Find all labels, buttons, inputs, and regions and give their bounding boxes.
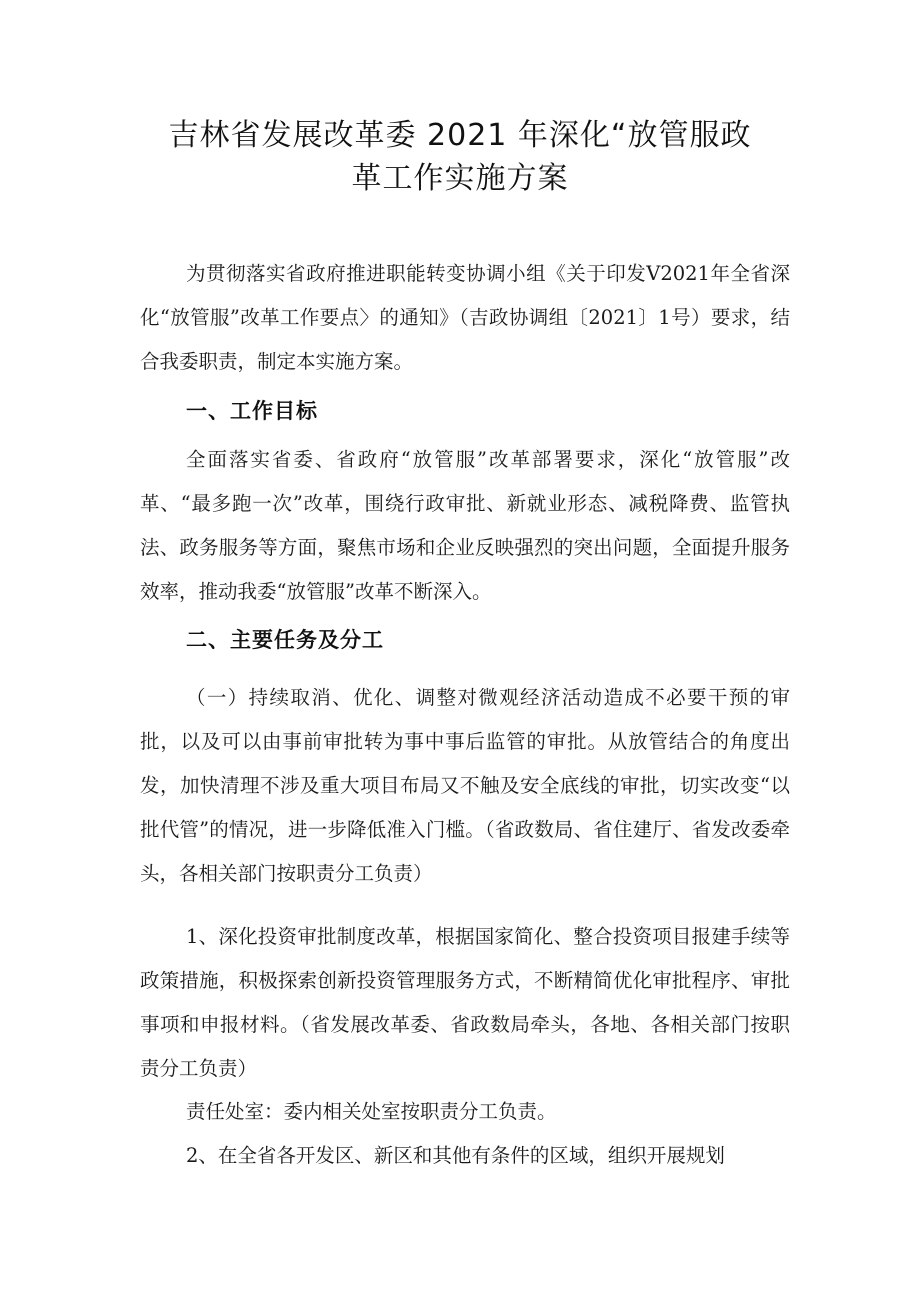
task-item-1-2-paragraph: 2、在全省各开发区、新区和其他有条件的区域，组织开展规划	[186, 1144, 725, 1167]
section-heading-tasks: 二、主要任务及分工	[186, 628, 384, 652]
intro-paragraph: 为贯彻落实省政府推进职能转变协调小组《关于印发V2021年全省深化“放管服”改革工作要点〉的通知》（吉政协调组〔2021〕1号）要求，结合我委职责，制定本实施方案。	[140, 262, 790, 373]
document-title-line-2: 革工作实施方案	[351, 161, 569, 196]
task-item-1-paragraph: （一）持续取消、优化、调整对微观经济活动造成不必要干预的审批，以及可以由事前审批转为事中事后监管的审批。从放管结合的角度出发，加快清理不涉及重大项目布局又不触及安全底线的审批，切实改变“以批代管”的情况，进一步降低准入门槛。（省政数局、省住建厅、省发改委牵头，各相关部门按职责分工负责）	[140, 686, 790, 885]
goals-paragraph: 全面落实省委、省政府“放管服”改革部署要求，深化“放管服”改革、“最多跑一次”改革，围绕行政审批、新就业形态、减税降费、监管执法、政务服务等方面，聚焦市场和企业反映强烈的突出问题，全面提升服务效率，推动我委“放管服”改革不断深入。	[140, 448, 790, 603]
task-item-1-1-paragraph: 1、深化投资审批制度改革，根据国家简化、整合投资项目报建手续等政策措施，积极探索创新投资管理服务方式，不断精简优化审批程序、审批事项和申报材料。（省发展改革委、省政数局牵头，各地、各相关部门按职责分工负责）	[140, 925, 790, 1080]
document-title-line-1: 吉林省发展改革委 2021 年深化“放管服政	[168, 118, 752, 153]
section-heading-goals: 一、工作目标	[186, 399, 318, 423]
responsible-office-paragraph: 责任处室：委内相关处室按职责分工负责。	[186, 1100, 557, 1123]
